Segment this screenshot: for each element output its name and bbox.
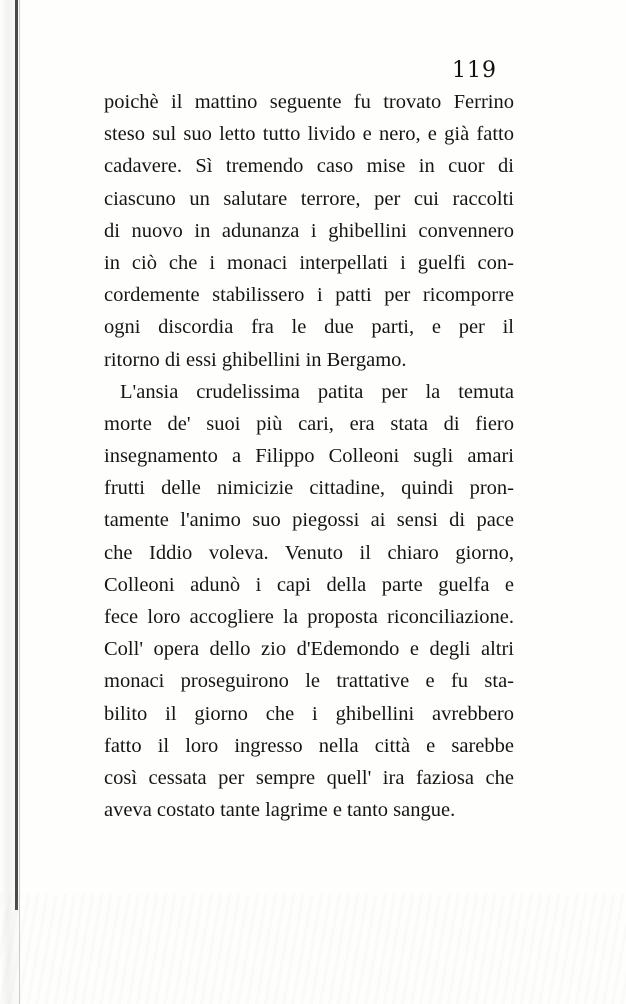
text-line: poichè il mattino seguente fu trovato Ferrino [104,91,514,113]
text-line: di nuovo in adunanza i ghibellini convennero [104,219,514,242]
text-line: ritorno di essi ghibellini in Bergamo. [104,348,407,371]
text-line: insegnamento a Filippo Colleoni sugli amari [104,445,514,468]
text-line: monaci proseguirono le trattative e fu sta- [104,670,514,693]
text-line: steso sul suo letto tutto livido e nero, e già fatto [104,123,514,146]
paper-texture [0,894,626,1004]
text-line: cadavere. Sì tremendo caso mise in cuor di [104,155,514,178]
text-line: cordemente stabilissero i patti per ricomporre [104,284,514,307]
binding-faint-line [19,0,20,1004]
text-line: morte de' suoi più cari, era stata di fiero [104,412,514,435]
paragraph [104,376,514,827]
text-line: così cessata per sempre quell' ira faziosa che [104,766,514,789]
text-line: L'ansia crudelissima patita per la temuta [120,380,514,403]
text-line: fece loro accogliere la proposta riconciliazione. [104,606,514,628]
text-line: tamente l'animo suo piegossi ai sensi di pace [104,509,514,532]
text-line: fatto il loro ingresso nella città e sarebbe [104,734,514,757]
text-line: aveva costato tante lagrime e tanto sangue. [104,799,456,822]
text-line: ogni discordia fra le due parti, e per il [104,316,514,339]
binding-shadow-line [15,0,18,910]
text-line: ciascuno un salutare terrore, per cui raccolti [104,187,514,210]
text-line: bilito il giorno che i ghibellini avrebbero [104,702,514,725]
page-number: 119 [452,58,497,83]
body-text [104,86,514,826]
text-line: frutti delle nimicizie cittadine, quindi pron- [104,477,514,500]
text-line: Colleoni adunò i capi della parte guelfa e [104,573,514,596]
text-line: Coll' opera dello zio d'Edemondo e degli altri [104,638,514,661]
text-line: in ciò che i monaci interpellati i guelfi con- [104,251,514,274]
paragraph [104,86,514,376]
text-line: che Iddio voleva. Venuto il chiaro giorno, [104,541,514,564]
